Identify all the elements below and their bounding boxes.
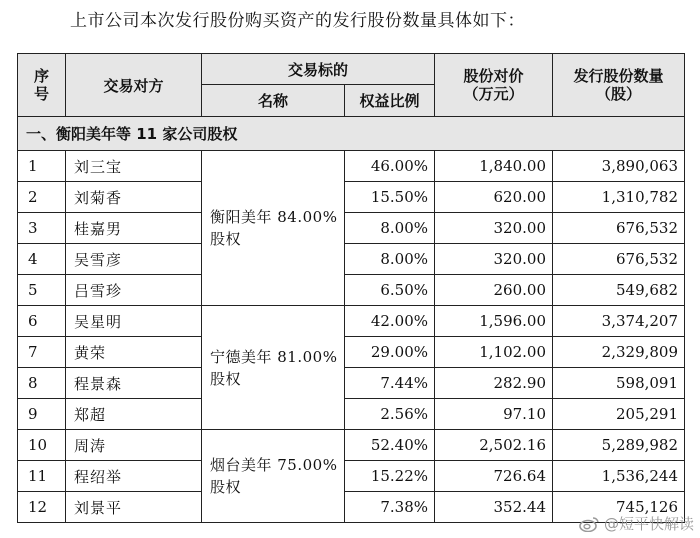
- counterparty-name: 刘景平: [66, 492, 202, 523]
- shares-issued: 205,291: [553, 399, 685, 430]
- counterparty-name: 周涛: [66, 430, 202, 461]
- header-consideration-line2: （万元）: [463, 85, 524, 103]
- row-number: 4: [18, 244, 66, 275]
- share-consideration: 320.00: [435, 213, 553, 244]
- shares-issued: 676,532: [553, 213, 685, 244]
- shares-issued: 3,374,207: [553, 306, 685, 337]
- intro-text: 上市公司本次发行股份购买资产的发行股份数量具体如下：: [70, 11, 525, 31]
- header-shares: [553, 54, 685, 117]
- row-number: 7: [18, 337, 66, 368]
- counterparty-name: 吕雪珍: [66, 275, 202, 306]
- header-seq-line1: 序: [33, 67, 49, 85]
- header-consideration-line1: 股份对价: [463, 67, 524, 85]
- share-consideration: 1,102.00: [435, 337, 553, 368]
- row-number: 3: [18, 213, 66, 244]
- row-number: 6: [18, 306, 66, 337]
- share-consideration: 726.64: [435, 461, 553, 492]
- table-row: [18, 306, 685, 337]
- target-asset: 衡阳美年 84.00% 股权: [202, 151, 345, 306]
- row-number: 8: [18, 368, 66, 399]
- share-consideration: 282.90: [435, 368, 553, 399]
- header-seq: [18, 54, 66, 117]
- equity-ratio: 6.50%: [345, 275, 435, 306]
- counterparty-name: 吴星明: [66, 306, 202, 337]
- header-target-ratio: 权益比例: [345, 85, 435, 117]
- table-row: [18, 244, 685, 275]
- shares-issued: 676,532: [553, 244, 685, 275]
- counterparty-name: 程绍举: [66, 461, 202, 492]
- header-consideration: [435, 54, 553, 117]
- header-target: 交易标的: [202, 54, 435, 85]
- share-consideration: 620.00: [435, 182, 553, 213]
- shares-issued: 2,329,809: [553, 337, 685, 368]
- shares-issued: 598,091: [553, 368, 685, 399]
- table-row: [18, 337, 685, 368]
- table-row: [18, 213, 685, 244]
- equity-ratio: 42.00%: [345, 306, 435, 337]
- table-row: [18, 275, 685, 306]
- section-title: 一、衡阳美年等 11 家公司股权: [18, 117, 685, 151]
- shares-issued: 549,682: [553, 275, 685, 306]
- table-row: [18, 151, 685, 182]
- share-consideration: 352.44: [435, 492, 553, 523]
- share-issuance-table: [17, 53, 685, 523]
- table-row: [18, 182, 685, 213]
- shares-issued: 1,536,244: [553, 461, 685, 492]
- share-consideration: 1,596.00: [435, 306, 553, 337]
- header-counterparty: 交易对方: [66, 54, 202, 117]
- table-row: [18, 399, 685, 430]
- equity-ratio: 7.38%: [345, 492, 435, 523]
- header-target-name: 名称: [202, 85, 345, 117]
- table-row: [18, 368, 685, 399]
- target-asset: 宁德美年 81.00% 股权: [202, 306, 345, 430]
- header-shares-line2: （股）: [596, 85, 642, 103]
- equity-ratio: 2.56%: [345, 399, 435, 430]
- shares-issued: 1,310,782: [553, 182, 685, 213]
- counterparty-name: 郑超: [66, 399, 202, 430]
- watermark-text: @短平快解读: [603, 515, 694, 533]
- header-shares-line1: 发行股份数量: [573, 67, 664, 85]
- counterparty-name: 桂嘉男: [66, 213, 202, 244]
- equity-ratio: 15.50%: [345, 182, 435, 213]
- weibo-icon: [578, 516, 600, 532]
- target-asset: 烟台美年 75.00% 股权: [202, 430, 345, 523]
- equity-ratio: 46.00%: [345, 151, 435, 182]
- table-row: [18, 461, 685, 492]
- share-consideration: 1,840.00: [435, 151, 553, 182]
- share-consideration: 260.00: [435, 275, 553, 306]
- row-number: 11: [18, 461, 66, 492]
- equity-ratio: 52.40%: [345, 430, 435, 461]
- shares-issued: 5,289,982: [553, 430, 685, 461]
- shares-issued: 3,890,063: [553, 151, 685, 182]
- counterparty-name: 程景森: [66, 368, 202, 399]
- row-number: 9: [18, 399, 66, 430]
- equity-ratio: 7.44%: [345, 368, 435, 399]
- share-consideration: 320.00: [435, 244, 553, 275]
- table-row: [18, 430, 685, 461]
- watermark: [578, 513, 694, 534]
- row-number: 2: [18, 182, 66, 213]
- row-number: 5: [18, 275, 66, 306]
- counterparty-name: 刘三宝: [66, 151, 202, 182]
- counterparty-name: 吴雪彦: [66, 244, 202, 275]
- row-number: 10: [18, 430, 66, 461]
- counterparty-name: 黄荣: [66, 337, 202, 368]
- equity-ratio: 8.00%: [345, 213, 435, 244]
- equity-ratio: 15.22%: [345, 461, 435, 492]
- row-number: 12: [18, 492, 66, 523]
- shares-issued: 745,126: [553, 492, 685, 523]
- share-consideration: 2,502.16: [435, 430, 553, 461]
- equity-ratio: 8.00%: [345, 244, 435, 275]
- counterparty-name: 刘菊香: [66, 182, 202, 213]
- equity-ratio: 29.00%: [345, 337, 435, 368]
- share-consideration: 97.10: [435, 399, 553, 430]
- header-seq-line2: 号: [33, 85, 49, 103]
- row-number: 1: [18, 151, 66, 182]
